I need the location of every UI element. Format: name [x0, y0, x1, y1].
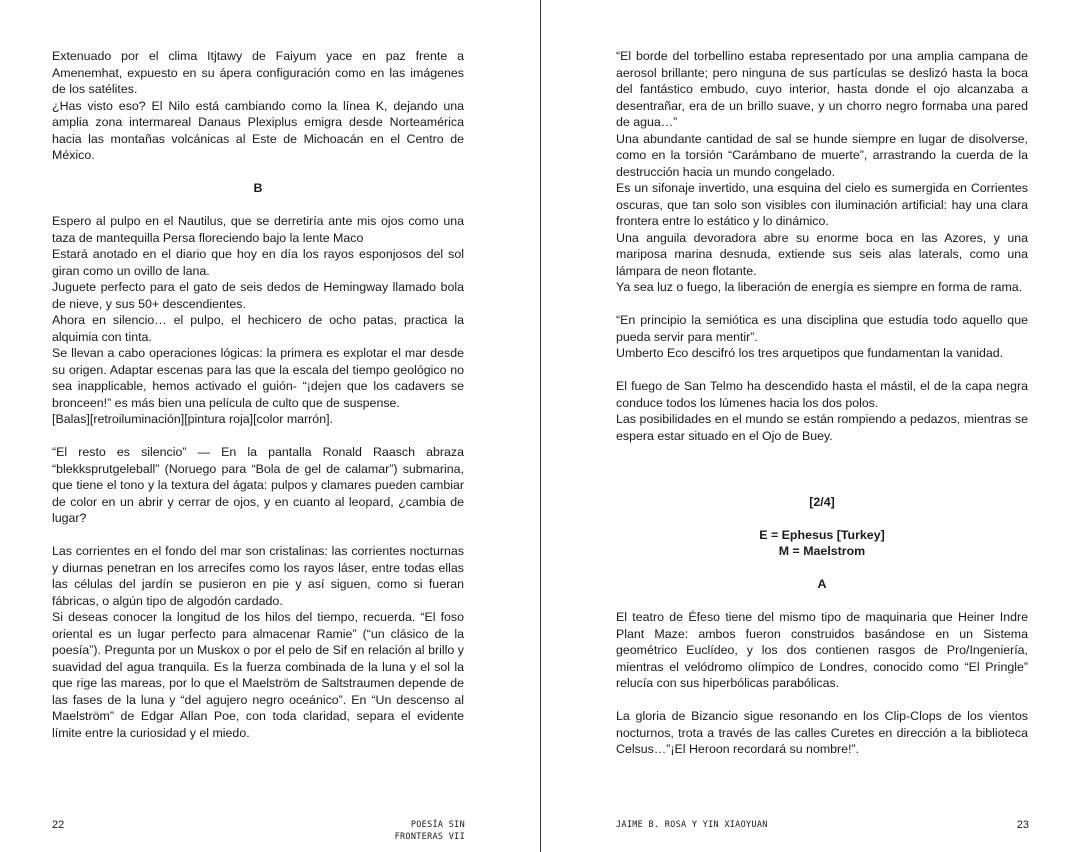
paragraph: Espero al pulpo en el Nautilus, que se derretiría ante mis ojos como una taza de mantequilla Persa floreciendo bajo la lente Maco [52, 214, 464, 245]
paragraph: Juguete perfecto para el gato de seis dedos de Hemingway llamado bola de nieve, y sus 50+ descendientes. [52, 280, 464, 311]
right-page [541, 0, 1080, 852]
section-heading-a: A [817, 577, 827, 591]
paragraph: “El resto es silencio” — En la pantalla Ronald Raasch abraza “blekksprutgeleball” (Noruego para “Bola de gel de calamar”) submarina, que tiene el tono y la textura del ágata: pulpos y clamares pueden cambiar de color en un abrir y cerrar de ojos, y en cuanto al leopard, ¿cambia de lugar? [52, 445, 464, 525]
paragraph: “En principio la semiótica es una disciplina que estudia todo aquello que pueda servir para mentir”. [616, 313, 1028, 344]
paragraph: El fuego de San Telmo ha descendido hasta el mástil, el de la capa negra conduce todos los lúmenes hacia los dos polos. [616, 379, 1028, 410]
paragraph: Es un sifonaje invertido, una esquina del cielo es sumergida en Corrientes oscuras, que tan solo son visibles con iluminación artificial: hay una clara frontera entre lo estático y lo dinámico. [616, 181, 1028, 228]
paragraph: Una anguila devoradora abre su enorme boca en las Azores, y una mariposa marina desnuda, extiende sus seis alas laterals, como una lámpara de neon flotante. [616, 230, 1028, 278]
paragraph: Ahora en silencio… el pulpo, el hechicero de ocho patas, practica la alquimia con tinta. [52, 313, 464, 344]
paragraph: “El borde del torbellino estaba representado por una amplia campana de aerosol brillante; pero ninguna de sus partículas se deslizó hasta la boca del fantástico embudo, cuyo interior, hasta donde el ojo alcanzaba a desentrañar, era de un brillo suave, y un chorro negro formaba una pared de agua…” [616, 49, 1028, 129]
page-number: 23 [1016, 819, 1029, 831]
section-heading-part: [2/4] [809, 494, 835, 509]
paragraph: Ya sea luz o fuego, la liberación de energía es siempre en forma de rama. [616, 280, 1023, 294]
paragraph: Las posibilidades en el mundo se están rompiendo a pedazos, mientras se espera estar situado en el Ojo de Buey. [616, 412, 1028, 443]
left-page-text [52, 48, 464, 741]
paragraph: Umberto Eco descifró los tres arquetipos que fundamentan la vanidad. [616, 346, 1004, 360]
paragraph: Se llevan a cabo operaciones lógicas: la primera es explotar el mar desde su origen. Adaptar escenas para las que la escala del tiempo geológico no sea inapplicable, hemos activado el guión- “¡dejen que los cadavers se bronceen!” es más bien una película de culto que de suspense. [52, 346, 464, 410]
paragraph: ¿Has visto eso? El Nilo está cambiando como la línea K, dejando una amplia zona intermareal Danaus Plexiplus emigra desde Norteamérica hacia las montañas volcánicas al Este de Michoacán en el Centro de México. [52, 98, 464, 162]
running-head: JAIME B. ROSA Y YIN XIAOYUAN [616, 820, 768, 830]
section-heading-b: B [253, 181, 263, 195]
paragraph: Una abundante cantidad de sal se hunde siempre en lugar de disolverse, como en la torsión “Carámbano de muerte”, arrastrando la cuerda de la destrucción hacia un mundo congelado. [616, 131, 1028, 179]
page-number: 22 [52, 819, 65, 831]
paragraph: La gloria de Bizancio sigue resonando en los Clip-Clops de los vientos nocturnos, trota a través de las calles Curetes en dirección a la biblioteca Celsus…”¡El Heroon recordará su nombre!”. [616, 709, 1028, 756]
running-head: POESÍA SIN FRONTERAS VII [394, 820, 465, 842]
right-page-text [616, 48, 1028, 758]
paragraph: Estará anotado en el diario que hoy en día los rayos esponjosos del sol giran como un ovillo de lana. [52, 247, 464, 278]
legend-line: E = Ephesus [Turkey] [759, 527, 885, 542]
paragraph: [Balas][retroiluminación][pintura roja][color marrón]. [52, 412, 333, 426]
paragraph: Extenuado por el clima Itjtawy de Faiyum yace en paz frente a Amenemhat, expuesto en su ápera configuración como en las imágenes de los satélites. [52, 49, 464, 96]
paragraph: Si deseas conocer la longitud de los hilos del tiempo, recuerda. “El foso oriental es un lugar perfecto para almacenar Ramie” (“un clásico de la poesía”). Pregunta por un Muskox o por el pelo de Sif en relación al brillo y suavidad del agua tranquila. Es la fuerza combinada de la luna y el sol la que rige las mareas, por lo que el Maelström de Saltstraumen depende de las fases de la luna y “del agujero negro oceánico”. En “Un descenso al Maelström” de Edgar Allan Poe, con toda claridad, separa el evidente límite entre la curiosidad y el miedo. [52, 610, 464, 740]
legend-line: M = Maelstrom [778, 544, 866, 558]
paragraph: Las corrientes en el fondo del mar son cristalinas: las corrientes nocturnas y diurnas penetran en los arrecifes como los rayos láser, entre todas ellas las células del jardín se pusieron en pie y así siguen, como si fueran fábricas, o algún tipo de algodón cardado. [52, 544, 464, 608]
paragraph: El teatro de Éfeso tiene del mismo tipo de maquinaria que Heiner Indre Plant Maze: ambos fueron construidos basándose en un Sistema geométrico Euclídeo, y los dos contienen rasgos de Pro/Ingeniería, mientras el velódromo olímpico de Londres, conocido como “El Pringle” relucía con sus hiperbólicas parabólicas. [616, 610, 1028, 690]
